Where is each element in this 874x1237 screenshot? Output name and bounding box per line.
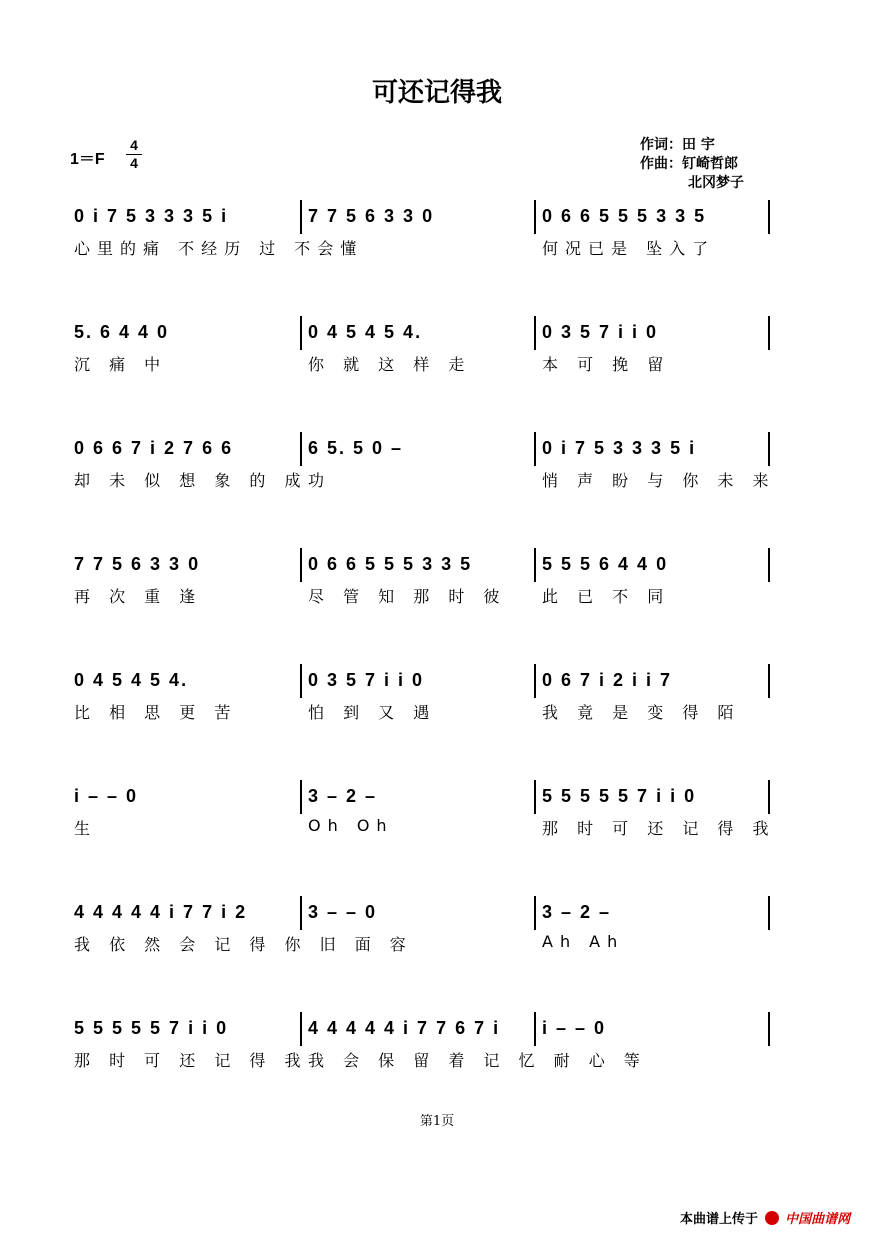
measure: 0 6 7 i 2 i i 7 [542,670,673,690]
barline [768,1012,770,1046]
barline [300,432,302,466]
lyric-line: 尽 管 知 那 时 彼 [308,587,507,606]
barline [768,548,770,582]
barline [534,548,536,582]
measure: 0 4 5 4 5 4. [74,670,189,690]
lyric-line: 悄 声 盼 与 你 未 来 [542,471,776,490]
lyric-line: 心里的痛 不经历 过 不会懂 [74,239,364,258]
upload-notice [680,1208,850,1227]
measure: 0 i 7 5 3 3 3 5 i [542,438,697,458]
score-row [0,776,874,876]
barline [534,200,536,234]
key-signature: 1＝F [70,151,105,168]
barline [768,200,770,234]
barline [534,664,536,698]
barline [768,316,770,350]
barline [768,664,770,698]
lyric-line: 比 相 思 更 苦 [74,703,238,722]
composer-2: 北冈梦子 [688,175,744,191]
score-row [0,660,874,760]
barline [300,896,302,930]
barline [300,548,302,582]
lyric-line: Oh Oh [308,816,394,835]
measure: 0 6 6 5 5 5 3 3 5 [308,554,473,574]
measure: 0 i 7 5 3 3 3 5 i [74,206,229,226]
measure: i – – 0 [542,1018,607,1038]
barline [300,1012,302,1046]
barline [300,664,302,698]
score-row [0,544,874,644]
measure: 0 6 6 7 i 2 7 6 6 [74,438,234,458]
barline [534,780,536,814]
lyric-line: 本 可 挽 留 [542,355,671,374]
barline [768,896,770,930]
measure: 4 4 4 4 4 i 7 7 6 7 i [308,1018,501,1038]
barline [534,316,536,350]
site-logo-icon [765,1211,779,1225]
lyric-line: 功 [308,471,332,490]
score-row [0,1008,874,1108]
lyric-line: 我 会 保 留 着 记 忆 耐 心 等 [308,1051,647,1070]
measure: 5 5 5 5 5 7 i i 0 [74,1018,229,1038]
lyric-line: 怕 到 又 遇 [308,703,437,722]
upload-site: 中国曲谱网 [785,1212,851,1227]
lyric-line: 沉 痛 中 [74,355,168,374]
score-row [0,312,874,412]
song-title: 可还记得我 [371,78,502,108]
lyric-line: 我 依 然 会 记 得 你 旧 面 容 [74,935,413,954]
barline [300,316,302,350]
lyric-line: 何况已是 坠入了 [542,239,716,258]
lyric-line: Ah Ah [542,932,625,951]
barline [534,896,536,930]
barline [534,432,536,466]
measure: 0 6 6 5 5 5 3 3 5 [542,206,707,226]
lyric-line: 此 已 不 同 [542,587,671,606]
barline [768,432,770,466]
measure: 6 5. 5 0 – [308,438,404,458]
lyric-line: 生 [74,819,98,838]
measure: 3 – – 0 [308,902,378,922]
time-signature-bottom: 4 [130,155,138,171]
lyric-line: 那 时 可 还 记 得 我 [542,819,776,838]
lyric-line: 你 就 这 样 走 [308,355,472,374]
upload-prefix: 本曲谱上传于 [680,1212,759,1227]
page-number: 第1页 [419,1114,455,1129]
lyricist: 作词：田 宇 [640,137,715,153]
measure: 0 3 5 7 i i 0 [542,322,659,342]
measure: 7 7 5 6 3 3 0 [308,206,435,226]
measure: 0 4 5 4 5 4. [308,322,423,342]
measure: 3 – 2 – [308,786,378,806]
measure: 5 5 5 6 4 4 0 [542,554,669,574]
measure: 4 4 4 4 4 i 7 7 i 2 [74,902,248,922]
lyric-line: 我 竟 是 变 得 陌 [542,703,741,722]
measure: i – – 0 [74,786,139,806]
lyric-line: 却 未 似 想 象 的 成 [74,471,308,490]
time-signature [126,138,142,171]
measure: 3 – 2 – [542,902,612,922]
score-row [0,892,874,992]
measure: 5 5 5 5 5 7 i i 0 [542,786,697,806]
barline [534,1012,536,1046]
lyric-line: 再 次 重 逢 [74,587,203,606]
composer: 作曲：钉崎哲郎 [640,156,738,172]
time-signature-top: 4 [130,137,138,153]
measure: 0 3 5 7 i i 0 [308,670,425,690]
measure: 5. 6 4 4 0 [74,322,170,342]
barline [300,780,302,814]
lyric-line: 那 时 可 还 记 得 我 [74,1051,308,1070]
barline [768,780,770,814]
score-row [0,428,874,528]
measure: 7 7 5 6 3 3 0 [74,554,201,574]
barline [300,200,302,234]
credits [640,136,744,193]
score-row [0,196,874,296]
